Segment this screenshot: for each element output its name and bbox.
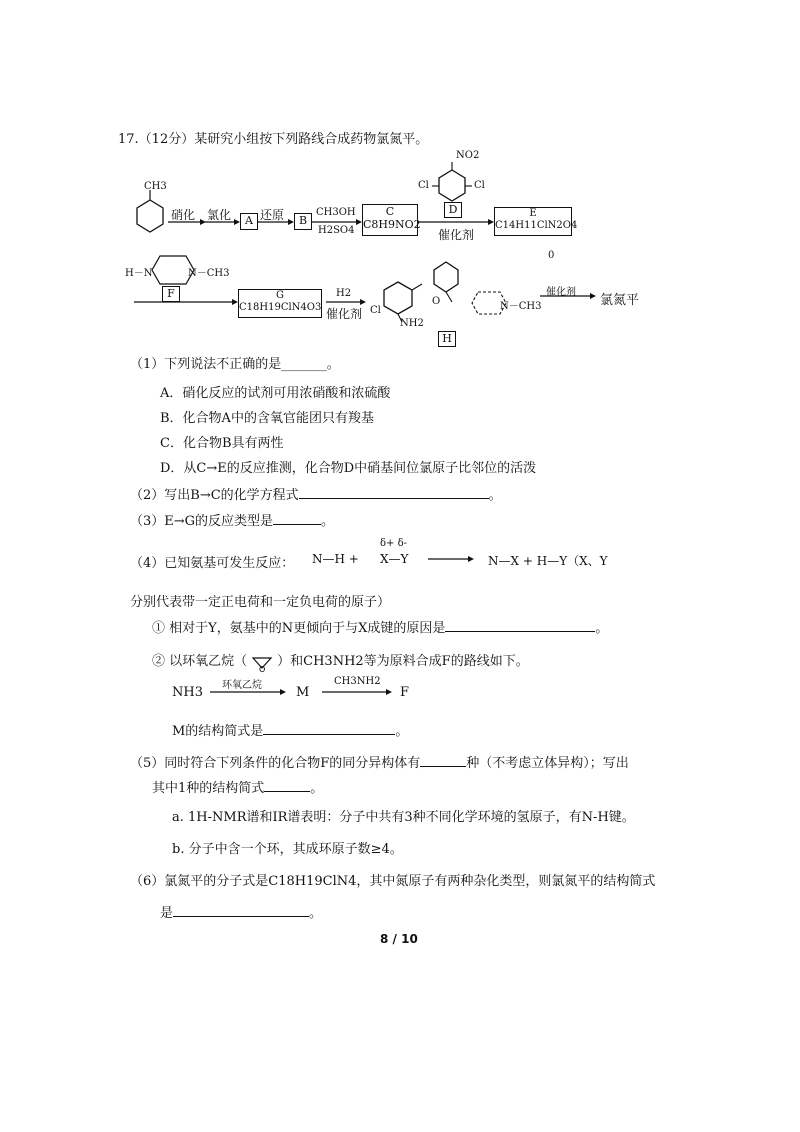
arrow-catalyst-label-2: 催化剂	[326, 307, 363, 321]
compound-d-no2: NO2	[456, 150, 480, 161]
toluene-ring-icon	[137, 200, 163, 232]
q5-stem	[130, 752, 629, 771]
q3-stem	[130, 510, 334, 529]
q4-sub2-text-b: ）和CH3NH2等为原料合成F的路线如下。	[277, 654, 529, 669]
compound-h-cl: Cl	[370, 305, 381, 316]
q4-continuation: 分别代表带一定正电荷和一定负电荷的原子）	[130, 595, 391, 610]
q5-text-a: （5）同时符合下列条件的化合物F的同分异构体有	[130, 756, 421, 771]
m-structure-text: M的结构简式是	[172, 724, 264, 739]
q3-text: （3）E→G的反应类型是	[130, 514, 274, 529]
compound-h-o: O	[432, 296, 441, 307]
q5-condition-b: b. 分子中含一个环，其成环原子数≥4。	[172, 842, 403, 857]
q5-text-c: 其中1种的结构简式	[152, 781, 265, 796]
q4-xy-bond: X—Y	[380, 552, 409, 566]
compound-e-name: E	[529, 208, 537, 219]
route-arrow2-label: CH3NH2	[334, 676, 381, 687]
compound-c-formula: C8H9NO2	[363, 218, 421, 231]
q4-sub1-period: 。	[595, 621, 609, 636]
compound-d-ring-icon	[439, 170, 465, 201]
route-f: F	[400, 685, 410, 700]
q1-stem: （1）下列说法不正确的是_______。	[130, 357, 340, 372]
route-arrow1-label: 环氧乙烷	[222, 680, 262, 691]
arrow-chlorination-label: 氯化	[207, 208, 232, 222]
q6-answer-blank[interactable]	[173, 916, 309, 917]
q4-sub2	[152, 650, 529, 670]
compound-e-formula: C14H11ClN2O4	[495, 220, 578, 231]
piperazine-nch3-label: N－CH3	[188, 268, 230, 279]
arrow-h2so4-label: H2SO4	[318, 225, 355, 236]
compound-h-ring2-icon	[434, 262, 458, 292]
q4-sub2-text-a: ② 以环氧乙烷（	[152, 654, 248, 669]
q4-partial-charges: δ+ δ-	[380, 538, 407, 549]
q1-option-a: A．硝化反应的试剂可用浓硝酸和浓硫酸	[160, 386, 391, 401]
q4-equation-right: N—X + H—Y（X、Y	[488, 554, 608, 568]
q5-text-b: 种（不考虑立体异构）；写出	[466, 756, 629, 771]
q5-condition-a: a. 1H-NMR谱和IR谱表明：分子中共有3种不同化学环境的氢原子，有N-H键。	[172, 810, 635, 825]
arrow-ch3oh-label: CH3OH	[316, 207, 356, 218]
q4-stem: （4）已知氨基可发生反应：	[130, 556, 295, 571]
page-number: 8 / 10	[380, 932, 418, 946]
piperazine-hn-label: H－N	[125, 268, 153, 279]
route-m: M	[296, 685, 310, 700]
m-structure-stem	[172, 720, 408, 739]
q1-option-b: B．化合物A中的含氧官能团只有羧基	[160, 411, 374, 426]
q6-stem-2	[160, 902, 322, 921]
compound-e-box	[494, 207, 578, 236]
q5-period: 。	[310, 781, 324, 796]
m-structure-period: 。	[395, 724, 409, 739]
compound-d-box: D	[444, 202, 462, 218]
compound-h-box: H	[438, 331, 456, 347]
compound-h-ring1-icon	[384, 282, 412, 314]
arrow-reduction-label: 还原	[260, 208, 285, 222]
compound-f-box: F	[162, 286, 180, 302]
q6-text-b: 是	[160, 906, 174, 921]
arrow-catalyst-label-1: 催化剂	[438, 228, 475, 242]
q4-equation-left: N—H +	[312, 552, 359, 566]
question-header: 17.（12分）某研究小组按下列路线合成药物氯氮平。	[118, 132, 429, 147]
compound-c-box	[362, 204, 421, 236]
compound-h-nch3: N－CH3	[500, 301, 542, 312]
q2-period: 。	[488, 488, 502, 503]
compound-c-name: C	[385, 205, 395, 218]
compound-g-name: G	[276, 290, 284, 301]
q1-option-d: D．从C→E的反应推测，化合物D中硝基间位氯原子比邻位的活泼	[160, 461, 537, 476]
stray-mark: 0	[548, 250, 555, 261]
compound-d-cl-left: Cl	[418, 180, 429, 191]
synthesis-scheme-drawing	[0, 0, 800, 360]
q6-period: 。	[309, 906, 323, 921]
q1-option-c: C．化合物B具有两性	[160, 436, 284, 451]
arrow-nitration-label: 硝化	[171, 208, 196, 222]
q2-stem	[130, 484, 502, 503]
route-nh3: NH3	[172, 685, 203, 700]
svg-text:O: O	[259, 664, 266, 672]
q4-sub1-answer-blank[interactable]	[445, 631, 595, 632]
arrow-h2-label: H2	[336, 288, 352, 299]
q3-period: 。	[321, 514, 335, 529]
compound-g-formula: C18H19ClN4O3	[239, 302, 322, 313]
compound-g-box	[238, 289, 322, 318]
q3-answer-blank[interactable]	[273, 524, 321, 525]
compound-d-cl-right: Cl	[474, 180, 485, 191]
compound-b-box: B	[294, 213, 312, 230]
m-structure-answer-blank[interactable]	[263, 734, 395, 735]
q5-stem-2	[152, 777, 323, 796]
q2-text: （2）写出B→C的化学方程式	[130, 488, 299, 503]
q5-count-blank[interactable]	[420, 766, 466, 767]
epoxide-icon	[247, 654, 277, 670]
arrow-catalyst-label-3: 催化剂	[546, 287, 576, 298]
compound-a-box: A	[240, 213, 258, 230]
q5-structure-blank[interactable]	[264, 791, 310, 792]
q6-stem: （6）氯氮平的分子式是C18H19ClN4，其中氮原子有两种杂化类型，则氯氮平的结构简式	[130, 874, 656, 889]
q4-sub1	[152, 617, 608, 636]
toluene-ch3-label: CH3	[144, 181, 167, 192]
q2-answer-blank[interactable]	[299, 498, 489, 499]
compound-h-nh2: NH2	[400, 318, 424, 329]
q4-sub1-text: ① 相对于Y，氨基中的N更倾向于与X成键的原因是	[152, 621, 446, 636]
product-name: 氯氮平	[600, 293, 640, 308]
